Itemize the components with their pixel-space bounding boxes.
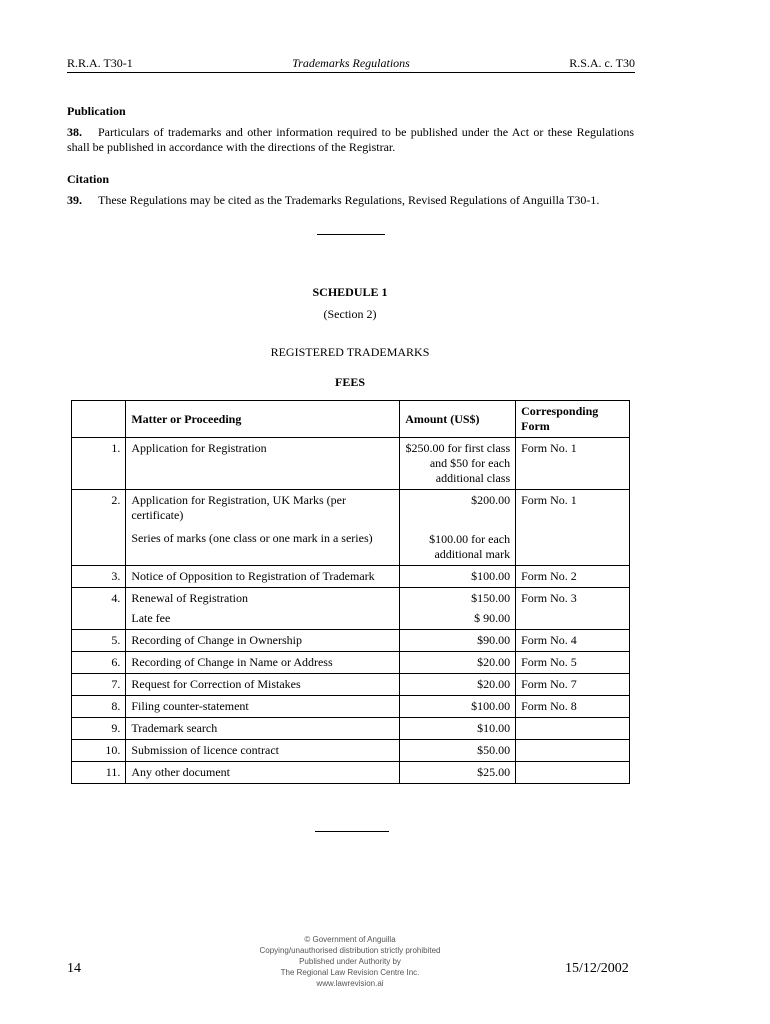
table-row [72,718,630,740]
table-row [72,630,630,652]
notice-line: www.lawrevision.ai [316,979,384,988]
table-row [72,566,630,588]
header-form: Corresponding Form [516,401,630,438]
row-matter: Recording of Change in Ownership [126,630,400,652]
row-amount: $20.00 [400,674,516,696]
row-amount-sub: $100.00 for each additional mark [429,532,511,561]
row-num: 7. [72,674,126,696]
section-heading-citation: Citation [67,172,109,186]
row-matter-main: Renewal of Registration [131,591,248,605]
row-amount [400,588,516,630]
row-num: 1. [72,438,126,490]
row-matter: Submission of licence contract [126,740,400,762]
row-amount-main: $200.00 [471,493,511,507]
table-row [72,652,630,674]
end-divider-rule [315,831,389,832]
header-title: Trademarks Regulations [292,56,410,70]
header-amount: Amount (US$) [400,401,516,438]
row-form: Form No. 1 [516,490,630,566]
row-matter: Any other document [126,762,400,784]
schedule-section-ref: (Section 2) [323,307,377,321]
row-num: 2. [72,490,126,566]
schedule-subtitle: REGISTERED TRADEMARKS [270,345,430,359]
table-row [72,762,630,784]
table-row [72,674,630,696]
row-matter-main: Application for Registration, UK Marks (per certificate) [131,493,346,522]
running-header [67,56,635,73]
header-matter: Matter or Proceeding [126,401,400,438]
table-row [72,588,630,630]
row-form: Form No. 4 [516,630,630,652]
row-amount-sub: $ 90.00 [474,611,511,625]
section-number: 39. [67,193,82,207]
section-38-text [67,125,634,155]
table-row [72,490,630,566]
row-form [516,718,630,740]
table-row [72,696,630,718]
row-matter [126,588,400,630]
section-number: 38. [67,125,82,139]
notice-line: © Government of Anguilla [304,935,396,944]
row-matter-sub: Series of marks (one class or one mark in a series) [131,531,373,545]
row-form: Form No. 5 [516,652,630,674]
row-matter-sub: Late fee [131,611,171,625]
row-num: 3. [72,566,126,588]
row-num: 9. [72,718,126,740]
row-num: 6. [72,652,126,674]
row-matter [126,490,400,566]
notice-line: The Regional Law Revision Centre Inc. [280,968,420,977]
fees-table [71,400,630,784]
row-num: 11. [72,762,126,784]
notice-line: Published under Authority by [299,957,401,966]
row-form: Form No. 7 [516,674,630,696]
row-amount-main: $150.00 [471,591,511,605]
row-form [516,762,630,784]
notice-line: Copying/unauthorised distribution strictly prohibited [259,946,441,955]
footer-date: 15/12/2002 [565,961,629,976]
table-row [72,438,630,490]
header-num [72,401,126,438]
row-form: Form No. 8 [516,696,630,718]
row-amount: $20.00 [400,652,516,674]
row-matter: Trademark search [126,718,400,740]
header-right: R.S.A. c. T30 [569,56,635,70]
section-body: Particulars of trademarks and other information required to be published under the Act or these Regulations shall be published in accordance with the directions of the Registrar. [67,125,634,154]
row-amount: $250.00 for first class and $50 for each additional class [400,438,516,490]
row-num: 5. [72,630,126,652]
row-form [516,740,630,762]
row-amount: $100.00 [400,566,516,588]
table-header-row [72,401,630,438]
row-matter: Recording of Change in Name or Address [126,652,400,674]
row-matter: Notice of Opposition to Registration of Trademark [126,566,400,588]
section-body: These Regulations may be cited as the Trademarks Regulations, Revised Regulations of Anguilla T30-1. [98,193,600,207]
row-matter: Application for Registration [126,438,400,490]
copyright-notice [230,934,470,989]
row-form: Form No. 3 [516,588,630,630]
row-form: Form No. 2 [516,566,630,588]
row-num: 10. [72,740,126,762]
divider-rule [317,234,385,235]
row-num: 8. [72,696,126,718]
page-number: 14 [67,961,81,976]
row-amount: $100.00 [400,696,516,718]
row-amount [400,490,516,566]
row-amount: $50.00 [400,740,516,762]
header-left: R.R.A. T30-1 [67,56,133,70]
section-39-text [67,193,634,208]
fees-label: FEES [334,375,365,389]
row-amount: $25.00 [400,762,516,784]
schedule-title: SCHEDULE 1 [312,285,388,299]
row-amount: $90.00 [400,630,516,652]
row-form: Form No. 1 [516,438,630,490]
row-amount: $10.00 [400,718,516,740]
row-num: 4. [72,588,126,630]
row-matter: Request for Correction of Mistakes [126,674,400,696]
table-row [72,740,630,762]
row-matter: Filing counter-statement [126,696,400,718]
section-heading-publication: Publication [67,104,126,118]
